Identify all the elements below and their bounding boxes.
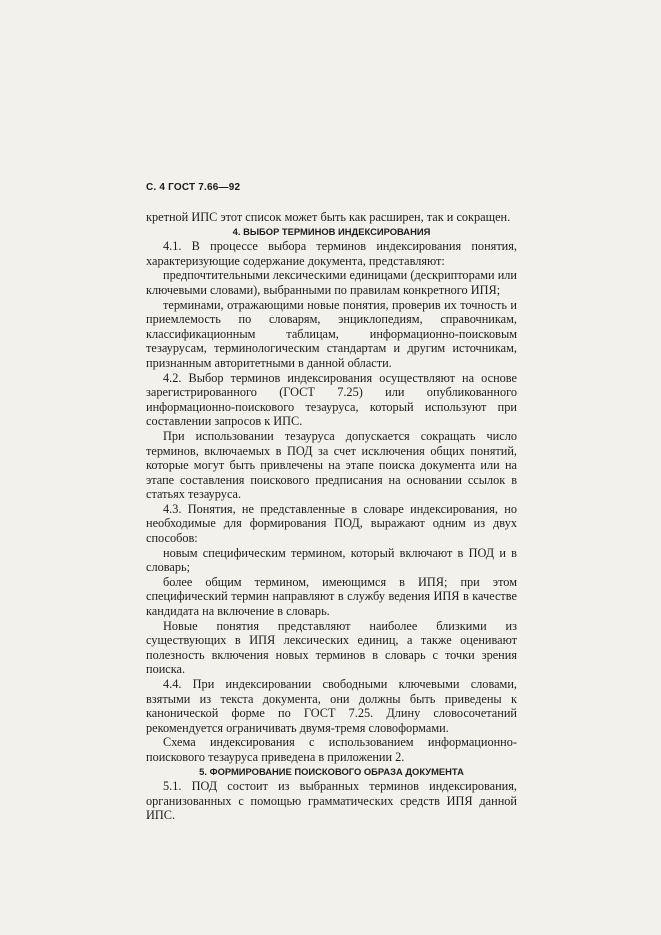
paragraph-4-2-note: При использовании тезауруса допускается сокращать число терминов, включаемых в ПОД за счет исключения общих понятий, которые могут быть привлечены на этапе поиска документа или на этапе составления поискового предписания на основании ссылок в статьях тезауруса. [146,428,517,502]
paragraph-4-4: 4.4. При индексировании свободными ключевыми словами, взятыми из текста документа, они должны быть приведены к каноничеcкой форме по ГОСТ 7.25. Длину словосочетаний рекомендуется ограничивать двумя-тремя словоформами. [146,677,517,735]
paragraph-4-1-item-2: терминами, отражающими новые понятия, проверив их точность и приемлемость по словарям, энциклопедиям, справочникам, классификационным таблицам, информационно-поисковым тезаурусам, терминологическим стандартам и другим источникам, признанным авторитетными в данной области. [146,297,517,370]
page-header: С. 4 ГОСТ 7.66—92 [146,182,241,193]
paragraph-4-3: 4.3. Понятия, не представленные в словаре индексирования, но необходимые для формирования ПОД, выражают одним из двух способов: [146,501,517,546]
paragraph-4-1-item-1: предпочтительными лексическими единицами (дескрипторами или ключевыми словами), выбранными по правилам конкретного ИПЯ; [146,268,517,297]
paragraph-4-3-item-2: более общим термином, имеющимся в ИПЯ; при этом специфический термин направляют в службу ведения ИПЯ в качестве кандидата на включение в словарь. [146,574,517,619]
paragraph-4-2: 4.2. Выбор терминов индексирования осуществляют на основе зарегистрированного (ГОСТ 7.25) или опубликованного информационно-поискового тезауруса, который используют при составлении запросов к ИПС. [146,370,517,429]
paragraph-4-3-note: Новые понятия представляют наиболее близкими из существующих в ИПЯ лексических единиц, а также оценивают полезность включения новых терминов в словарь с точки зрения поиска. [146,618,517,677]
paragraph-4-1: 4.1. В процессе выбора терминов индексирования понятия, характеризующие содержание документа, представляют: [146,239,517,268]
document-body [146,210,517,823]
paragraph-4-3-item-1: новым специфическим термином, который включают в ПОД и в словарь; [146,545,517,575]
paragraph-5-1: 5.1. ПОД состоит из выбранных терминов индексирования, организованных с помощью грамматических средств ИПЯ данной ИПС. [146,779,517,823]
section-4-title: 4. ВЫБОР ТЕРМИНОВ ИНДЕКСИРОВАНИЯ [232,225,431,237]
paragraph-continuation: кретной ИПС этот список может быть как расширен, так и сокращен. [146,210,511,224]
section-5-title: 5. ФОРМИРОВАНИЕ ПОИСКОВОГО ОБРАЗА ДОКУМЕНТА [199,765,464,777]
paragraph-4-4-note: Схема индексирования с использованием информационно-поискового тезауруса приведена в приложении 2. [146,735,517,764]
